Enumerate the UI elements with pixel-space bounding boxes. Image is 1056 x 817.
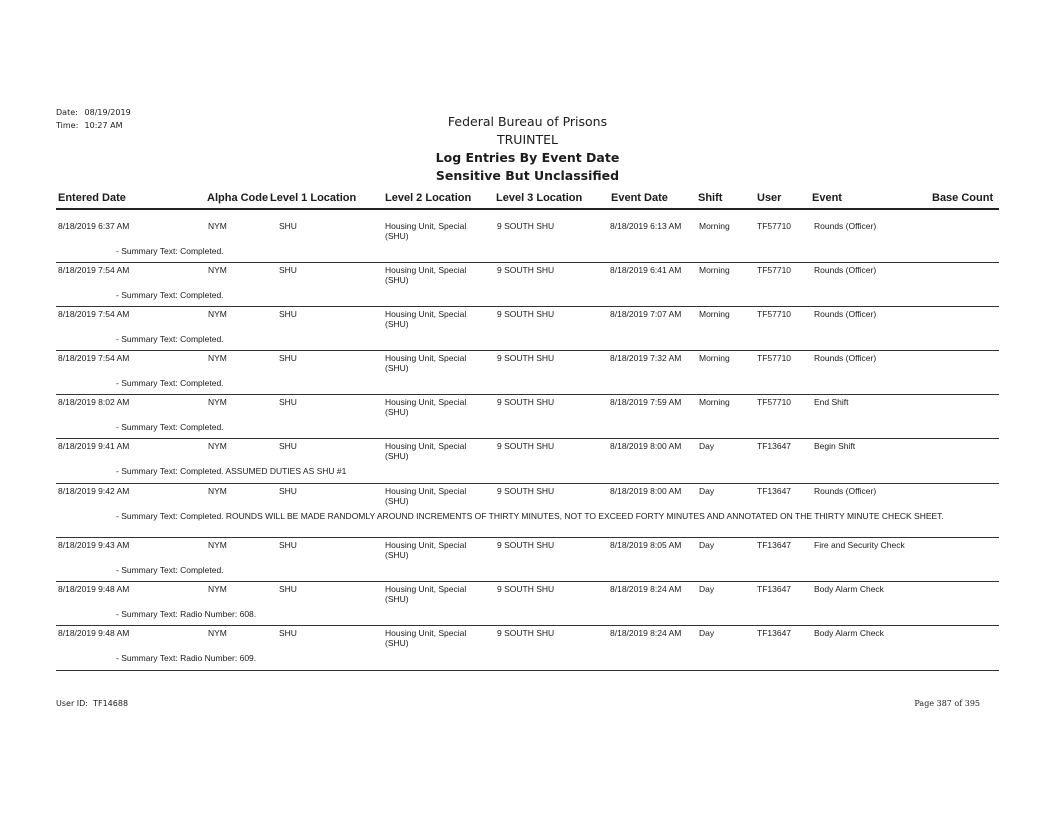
- time-label: Time:: [56, 121, 79, 130]
- report-title: [380, 113, 675, 185]
- cell-user: TF13647: [757, 441, 792, 451]
- title-system: TRUINTEL: [496, 132, 558, 147]
- cell-l3: 9 SOUTH SHU: [497, 540, 555, 550]
- col-level1: Level 1 Location: [270, 192, 357, 204]
- cell-entered: 8/18/2019 7:54 AM: [58, 265, 130, 275]
- title-agency: Federal Bureau of Prisons: [447, 114, 608, 129]
- cell-l1: SHU: [279, 265, 297, 275]
- row-divider: [56, 537, 999, 538]
- cell-event: Rounds (Officer): [814, 353, 877, 363]
- cell-l3: 9 SOUTH SHU: [497, 584, 555, 594]
- col-level3: Level 3 Location: [496, 192, 583, 204]
- cell-entered: 8/18/2019 9:43 AM: [58, 540, 130, 550]
- row-divider: [56, 262, 999, 263]
- cell-l1: SHU: [279, 309, 297, 319]
- cell-l1: SHU: [279, 221, 297, 231]
- cell-alpha: NYM: [208, 441, 227, 451]
- cell-l1: SHU: [279, 397, 297, 407]
- row-divider: [56, 670, 999, 671]
- row-divider: [56, 483, 999, 484]
- summary-text: - Summary Text: Completed.: [116, 334, 224, 344]
- cell-event-date: 8/18/2019 8:05 AM: [610, 540, 682, 550]
- cell-l3: 9 SOUTH SHU: [497, 309, 555, 319]
- cell-event: Rounds (Officer): [814, 309, 877, 319]
- row-divider: [56, 625, 999, 626]
- cell-l2: Housing Unit, Special (SHU): [385, 309, 467, 329]
- cell-shift: Morning: [699, 397, 730, 407]
- cell-l2: Housing Unit, Special (SHU): [385, 265, 467, 285]
- cell-user: TF57710: [757, 221, 792, 231]
- cell-entered: 8/18/2019 7:54 AM: [58, 353, 130, 363]
- row-divider: [56, 438, 999, 439]
- cell-shift: Morning: [699, 265, 730, 275]
- report-date: [56, 108, 131, 117]
- cell-user: TF13647: [757, 486, 792, 496]
- cell-l2: Housing Unit, Special (SHU): [385, 540, 467, 560]
- date-label: Date:: [56, 108, 78, 117]
- cell-shift: Day: [699, 441, 715, 451]
- cell-l2: Housing Unit, Special (SHU): [385, 397, 467, 417]
- summary-text: - Summary Text: Completed.: [116, 290, 224, 300]
- header-rule: [56, 208, 999, 210]
- col-event-date: Event Date: [611, 192, 668, 204]
- cell-l2: Housing Unit, Special (SHU): [385, 584, 467, 604]
- cell-l1: SHU: [279, 540, 297, 550]
- cell-l2: Housing Unit, Special (SHU): [385, 628, 467, 648]
- cell-shift: Day: [699, 486, 715, 496]
- cell-shift: Morning: [699, 221, 730, 231]
- row-divider: [56, 350, 999, 351]
- cell-l3: 9 SOUTH SHU: [497, 486, 555, 496]
- date-value: 08/19/2019: [84, 108, 131, 117]
- title-classification: Sensitive But Unclassified: [435, 168, 620, 183]
- cell-event-date: 8/18/2019 8:24 AM: [610, 628, 682, 638]
- summary-text: - Summary Text: Completed. ROUNDS WILL BE MADE RANDOMLY AROUND INCREMENTS OF THIRTY MINUTES, NOT TO EXCEED FORTY MINUTES AND ANNOTATED ON THE THIRTY MINUTE CHECK SHEET.: [116, 511, 944, 521]
- cell-l3: 9 SOUTH SHU: [497, 265, 555, 275]
- cell-event-date: 8/18/2019 6:41 AM: [610, 265, 682, 275]
- col-shift: Shift: [698, 192, 723, 204]
- col-entered-date: Entered Date: [58, 192, 126, 204]
- cell-event-date: 8/18/2019 6:13 AM: [610, 221, 682, 231]
- cell-user: TF57710: [757, 309, 792, 319]
- cell-l2: Housing Unit, Special (SHU): [385, 486, 467, 506]
- cell-alpha: NYM: [208, 397, 227, 407]
- cell-event-date: 8/18/2019 7:59 AM: [610, 397, 682, 407]
- cell-alpha: NYM: [208, 309, 227, 319]
- user-id-value: TF14688: [93, 699, 129, 708]
- cell-event: Fire and Security Check: [814, 540, 905, 550]
- cell-l3: 9 SOUTH SHU: [497, 353, 555, 363]
- report-time: [56, 121, 123, 130]
- cell-event: Rounds (Officer): [814, 221, 877, 231]
- cell-event: Body Alarm Check: [814, 584, 884, 594]
- cell-alpha: NYM: [208, 584, 227, 594]
- cell-event: End Shift: [814, 397, 849, 407]
- cell-l1: SHU: [279, 584, 297, 594]
- time-value: 10:27 AM: [84, 121, 123, 130]
- cell-entered: 8/18/2019 9:42 AM: [58, 486, 130, 496]
- cell-l2: Housing Unit, Special (SHU): [385, 441, 467, 461]
- summary-text: - Summary Text: Radio Number: 608.: [116, 609, 257, 619]
- row-divider: [56, 581, 999, 582]
- cell-shift: Morning: [699, 309, 730, 319]
- cell-event: Rounds (Officer): [814, 265, 877, 275]
- cell-event-date: 8/18/2019 8:00 AM: [610, 441, 682, 451]
- cell-alpha: NYM: [208, 486, 227, 496]
- cell-alpha: NYM: [208, 540, 227, 550]
- col-alpha-code: Alpha Code: [207, 192, 269, 204]
- cell-entered: 8/18/2019 7:54 AM: [58, 309, 130, 319]
- cell-l3: 9 SOUTH SHU: [497, 628, 555, 638]
- cell-shift: Day: [699, 584, 715, 594]
- footer-user-id: [56, 699, 128, 708]
- summary-text: - Summary Text: Radio Number: 609.: [116, 653, 257, 663]
- cell-entered: 8/18/2019 9:48 AM: [58, 628, 130, 638]
- cell-alpha: NYM: [208, 221, 227, 231]
- cell-alpha: NYM: [208, 265, 227, 275]
- cell-event: Body Alarm Check: [814, 628, 884, 638]
- cell-event-date: 8/18/2019 8:00 AM: [610, 486, 682, 496]
- cell-alpha: NYM: [208, 353, 227, 363]
- cell-l1: SHU: [279, 353, 297, 363]
- summary-text: - Summary Text: Completed. ASSUMED DUTIES AS SHU #1: [116, 466, 347, 476]
- cell-shift: Morning: [699, 353, 730, 363]
- cell-shift: Day: [699, 628, 715, 638]
- cell-event-date: 8/18/2019 7:07 AM: [610, 309, 682, 319]
- cell-event: Rounds (Officer): [814, 486, 877, 496]
- col-event: Event: [812, 192, 842, 204]
- cell-user: TF13647: [757, 584, 792, 594]
- col-base-count: Base Count: [932, 192, 994, 204]
- cell-l1: SHU: [279, 486, 297, 496]
- row-divider: [56, 306, 999, 307]
- user-id-label: User ID:: [56, 699, 88, 708]
- col-user: User: [757, 192, 782, 204]
- summary-text: - Summary Text: Completed.: [116, 422, 224, 432]
- cell-shift: Day: [699, 540, 715, 550]
- cell-user: TF13647: [757, 540, 792, 550]
- summary-text: - Summary Text: Completed.: [116, 378, 224, 388]
- cell-l1: SHU: [279, 628, 297, 638]
- summary-text: - Summary Text: Completed.: [116, 246, 224, 256]
- cell-entered: 8/18/2019 6:37 AM: [58, 221, 130, 231]
- row-divider: [56, 394, 999, 395]
- page-number: Page 387 of 395: [914, 699, 980, 708]
- cell-l3: 9 SOUTH SHU: [497, 441, 555, 451]
- cell-event: Begin Shift: [814, 441, 856, 451]
- title-report: Log Entries By Event Date: [435, 150, 620, 165]
- cell-l2: Housing Unit, Special (SHU): [385, 353, 467, 373]
- cell-user: TF57710: [757, 397, 792, 407]
- cell-event-date: 8/18/2019 7:32 AM: [610, 353, 682, 363]
- cell-entered: 8/18/2019 9:48 AM: [58, 584, 130, 594]
- cell-entered: 8/18/2019 8:02 AM: [58, 397, 130, 407]
- col-level2: Level 2 Location: [385, 192, 472, 204]
- cell-user: TF57710: [757, 353, 792, 363]
- cell-l1: SHU: [279, 441, 297, 451]
- cell-user: TF13647: [757, 628, 792, 638]
- cell-user: TF57710: [757, 265, 792, 275]
- cell-l3: 9 SOUTH SHU: [497, 397, 555, 407]
- cell-l2: Housing Unit, Special (SHU): [385, 221, 467, 241]
- cell-alpha: NYM: [208, 628, 227, 638]
- cell-entered: 8/18/2019 9:41 AM: [58, 441, 130, 451]
- cell-event-date: 8/18/2019 8:24 AM: [610, 584, 682, 594]
- cell-l3: 9 SOUTH SHU: [497, 221, 555, 231]
- summary-text: - Summary Text: Completed.: [116, 565, 224, 575]
